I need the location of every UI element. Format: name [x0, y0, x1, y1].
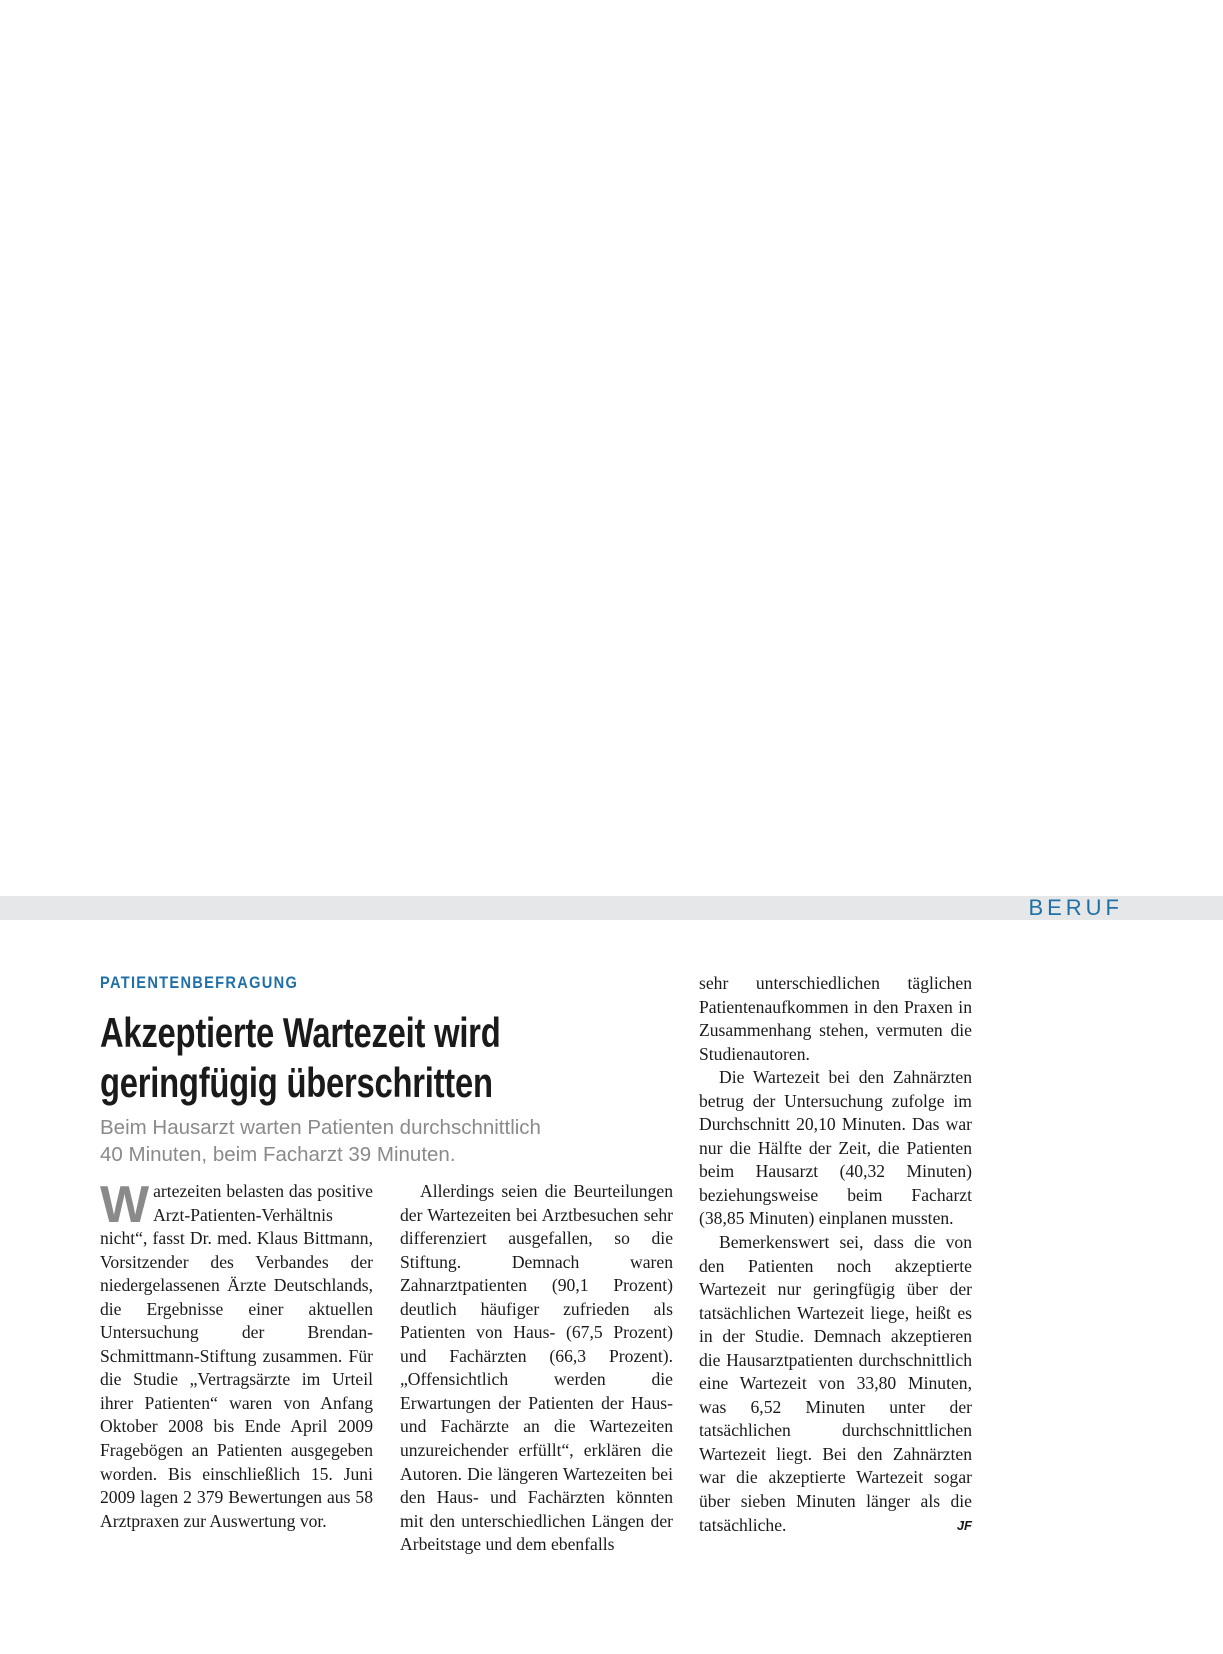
author-initials: JF	[956, 1517, 972, 1533]
paragraph-text: artezeiten belasten das positive Arzt-Patienten-Verhältnis nicht“, fasst Dr. med. Klaus Bittmann, Vorsitzender des Verbandes der niedergelassenen Ärzte Deutschlands, die Ergebnisse einer aktuellen Untersuchung der Brendan-Schmittmann-Stiftung zusammen. Für die Studie „Vertragsärzte im Urteil ihrer Patienten“ waren von Anfang Oktober 2008 bis Ende April 2009 Fragebögen an Patienten ausgegeben worden. Bis einschließlich 15. Juni 2009 lagen 2 379 Bewertungen aus 58 Arztpraxen zur Auswertung vor.	[100, 1181, 373, 1531]
paragraph-text: Bemerkenswert sei, dass die von den Patienten noch akzeptierte Wartezeit nur geringfügig über der tatsächlichen Wartezeit liege, heißt es in der Studie. Demnach akzeptieren die Hausarztpatienten durchschnittlich eine Wartezeit von 33,80 Minuten, was 6,52 Minuten unter der tatsächlichen durchschnittlichen Wartezeit liegt. Bei den Zahnärzten war die akzeptierte Wartezeit sogar über sieben Minuten länger als die tatsächliche.	[699, 1232, 972, 1535]
headline-line-2: geringfügig überschritten	[100, 1059, 493, 1106]
standfirst-line-2: 40 Minuten, beim Facharzt 39 Minuten.	[100, 1143, 456, 1166]
body-column-3	[699, 972, 972, 1537]
body-paragraph	[699, 1231, 972, 1537]
section-label: BERUF	[1028, 895, 1123, 920]
article-headline	[100, 1008, 568, 1108]
body-paragraph: sehr unterschiedlichen täglichen Patientenaufkommen in den Praxen in Zusammenhang stehen, vermuten die Studienautoren.	[699, 973, 972, 1064]
article-kicker: PATIENTENBEFRAGUNG	[100, 973, 299, 992]
body-paragraph	[100, 1176, 373, 1533]
body-column-1	[100, 1176, 373, 1533]
article-standfirst	[100, 1114, 620, 1168]
drop-cap: W	[100, 1176, 150, 1234]
body-paragraph: Allerdings seien die Beurteilungen der Wartezeiten bei Arztbesuchen sehr differenziert ausgefallen, so die Stiftung. Demnach waren Zahnarztpatienten (90,1 Prozent) deutlich häufiger zufrieden als Patienten von Haus- (67,5 Prozent) und Fachärzten (66,3 Prozent). „Offensichtlich werden die Erwartungen der Patienten der Haus- und Fachärzte an die Wartezeiten unzureichender erfüllt“, erklären die Autoren. Die längeren Wartezeiten bei den Haus- und Fachärzten könnten mit den unterschiedlichen Längen der Arbeitstage und dem ebenfalls	[400, 1181, 673, 1555]
body-column-2	[400, 1180, 673, 1557]
headline-line-1: Akzeptierte Wartezeit wird	[100, 1009, 501, 1056]
body-paragraph: Die Wartezeit bei den Zahnärzten betrug der Untersuchung zufolge im Durchschnitt 20,10 Minuten. Das war nur die Hälfte der Zeit, die Patienten beim Hausarzt (40,32 Minuten) beziehungsweise beim Facharzt (38,85 Minuten) einplanen mussten.	[699, 1067, 972, 1229]
standfirst-line-1: Beim Hausarzt warten Patienten durchschnittlich	[100, 1116, 541, 1139]
